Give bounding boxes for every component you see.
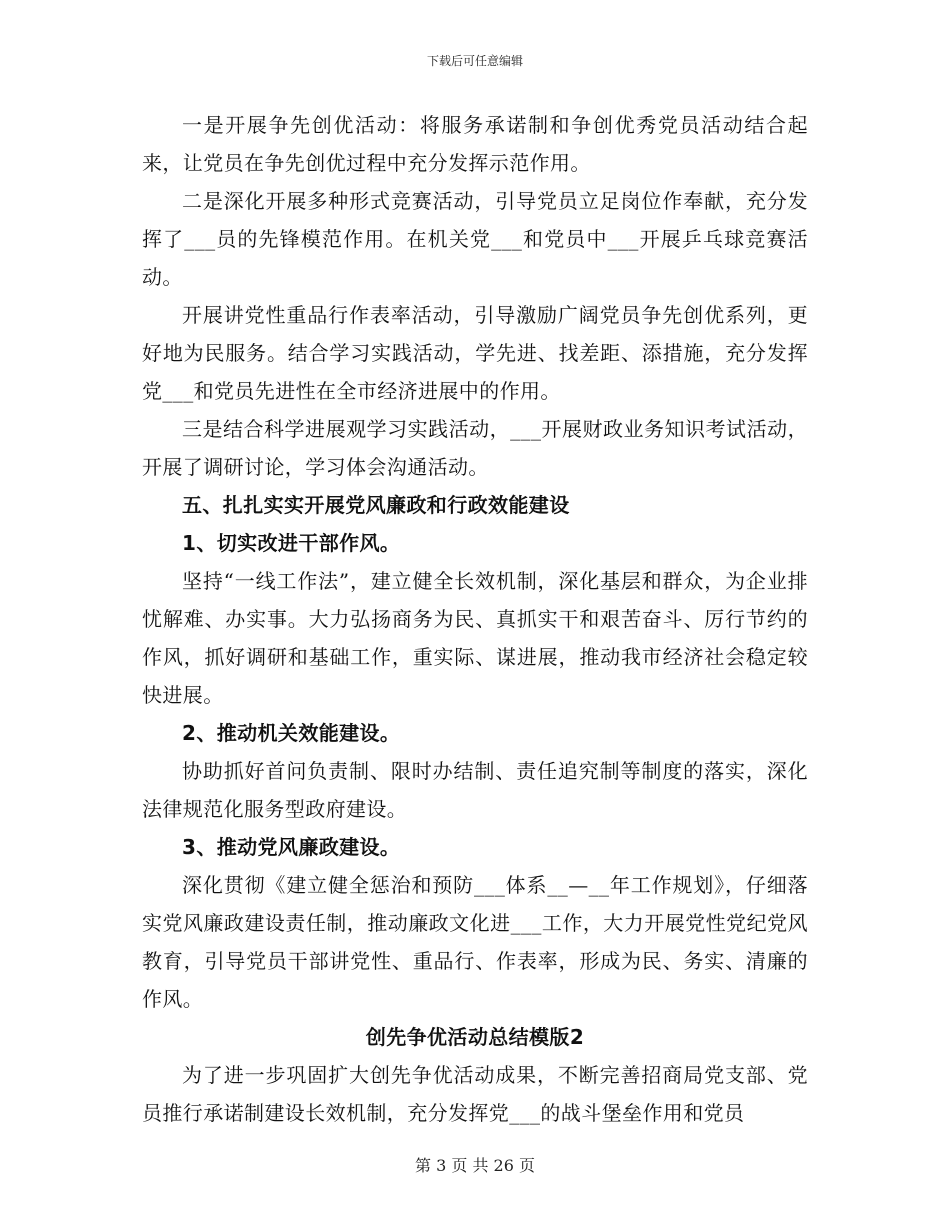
paragraph-integrity: 深化贯彻《建立健全惩治和预防___体系__—__年工作规划》，仔细落实党风廉政建设责任制，推动廉政文化进___工作，大力开展党性党纪党风教育，引导党员干部讲党性、重品行、作表率，形成为民、务实、清廉的作风。 bbox=[142, 873, 808, 1011]
subheading-2: 2、推动机关效能建设。 bbox=[182, 721, 401, 745]
section-heading-5: 五、扎扎实实开展党风廉政和行政效能建设 bbox=[182, 493, 570, 517]
paragraph-activity-2: 二是深化开展多种形式竞赛活动，引导党员立足岗位作奉献，充分发挥了___员的先锋模范作用。在机关党___和党员中___开展乒乓球竞赛活动。 bbox=[142, 189, 808, 289]
subheading-3: 3、推动党风廉政建设。 bbox=[182, 835, 401, 859]
document-body bbox=[142, 106, 808, 1132]
paragraph-activity-1: 一是开展争先创优活动：将服务承诺制和争创优秀党员活动结合起来，让党员在争先创优过程中充分发挥示范作用。 bbox=[142, 113, 808, 175]
paragraph-intro-2: 为了进一步巩固扩大创先争优活动成果，不断完善招商局党支部、党员推行承诺制建设长效机制，充分发挥党___的战斗堡垒作用和党员 bbox=[142, 1063, 808, 1125]
paragraph-efficiency: 协助抓好首问负责制、限时办结制、责任追究制等制度的落实，深化法律规范化服务型政府建设。 bbox=[142, 759, 808, 821]
paragraph-work-style: 坚持“一线工作法”，建立健全长效机制，深化基层和群众，为企业排忧解难、办实事。大力弘扬商务为民、真抓实干和艰苦奋斗、厉行节约的作风，抓好调研和基础工作，重实际、谋进展，推动我市经济社会稳定较快进展。 bbox=[142, 569, 808, 707]
subheading-1: 1、切实改进干部作风。 bbox=[182, 531, 401, 555]
page-number: 第 3 页 共 26 页 bbox=[415, 1156, 535, 1175]
page-header: 下载后可任意编辑 bbox=[426, 54, 523, 68]
paragraph-party-spirit: 开展讲党性重品行作表率活动，引导激励广阔党员争先创优系列，更好地为民服务。结合学习实践活动，学先进、找差距、添措施，充分发挥党___和党员先进性在全市经济进展中的作用。 bbox=[142, 303, 808, 403]
document-title-2: 创先争优活动总结模版2 bbox=[365, 1025, 585, 1049]
paragraph-activity-3: 三是结合科学进展观学习实践活动，___开展财政业务知识考试活动，开展了调研讨论，学习体会沟通活动。 bbox=[142, 417, 808, 479]
